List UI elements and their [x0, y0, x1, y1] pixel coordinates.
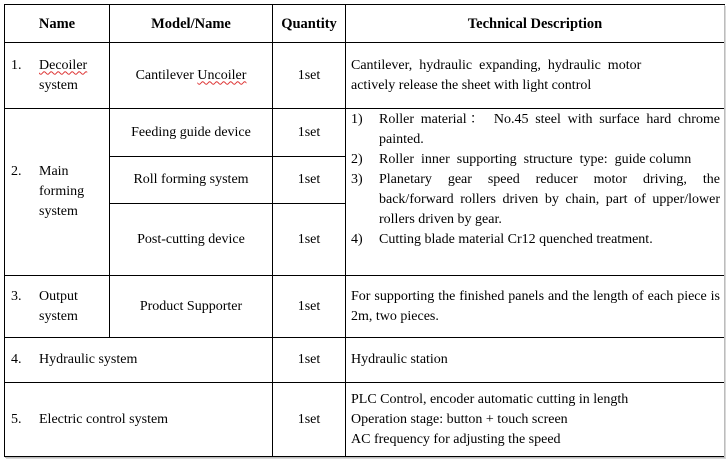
- row-name-line: system: [39, 308, 78, 324]
- description-line: Operation stage: button + touch screen: [351, 411, 568, 427]
- row-model-cell: Product Supporter: [110, 276, 273, 338]
- row-name-cell: [5, 43, 110, 109]
- header-description: Technical Description: [346, 5, 725, 43]
- description-line: PLC Control, encoder automatic cutting in length: [351, 391, 629, 407]
- row-name-line: Decoiler: [39, 57, 88, 73]
- row-quantity-cell: 1set: [273, 383, 346, 457]
- row-number: 5.: [11, 411, 22, 427]
- row-model-cell: Roll forming system: [110, 157, 273, 204]
- row-name-cell: [5, 383, 273, 457]
- row-description-cell: [346, 43, 725, 109]
- table-row: [5, 43, 725, 109]
- row-name-line: Main: [39, 164, 69, 179]
- description-list-item: 2) Roller inner supporting structure type: guide column: [351, 152, 692, 167]
- row-name-line: Electric control system: [39, 411, 169, 427]
- row-name-line: Hydraulic system: [39, 352, 138, 367]
- header-quantity: Quantity: [273, 5, 346, 43]
- table-row: [5, 338, 725, 383]
- row-number: 2.: [11, 164, 22, 179]
- model-text-underlined: Uncoiler: [197, 67, 247, 83]
- description-line: Cantilever, hydraulic expanding, hydraulic motor: [351, 57, 642, 73]
- equipment-spec-table: [4, 4, 725, 457]
- row-number: 4.: [11, 352, 22, 367]
- description-line: AC frequency for adjusting the speed: [351, 431, 561, 447]
- table-row: [5, 276, 725, 338]
- description-list-item: 1) Roller material： No.45 steel with surface hard chrome painted.: [351, 112, 724, 147]
- row-model-cell: Post-cutting device: [110, 204, 273, 276]
- row-name-line: system: [39, 77, 78, 93]
- row-quantity-cell: 1set: [273, 204, 346, 276]
- model-text: Cantilever: [135, 67, 198, 83]
- header-name: Name: [5, 5, 110, 43]
- row-name-line: forming: [39, 184, 85, 199]
- row-quantity-cell: 1set: [273, 109, 346, 157]
- row-model-cell: Feeding guide device: [110, 109, 273, 157]
- row-number: 3.: [11, 288, 22, 304]
- row-number: 1.: [11, 57, 22, 73]
- row-model-cell: [110, 43, 273, 109]
- row-quantity-cell: 1set: [273, 157, 346, 204]
- description-list: [351, 110, 724, 250]
- row-name-cell: [5, 276, 110, 338]
- description-list-item: 3) Planetary gear speed reducer motor driving, the back/forward rollers driven by chain, part of upper/lower rollers driven by gear.: [351, 172, 720, 227]
- row-name-cell: [5, 109, 110, 276]
- row-name-line: system: [39, 204, 78, 219]
- table-row: [5, 383, 725, 457]
- row-name-cell: [5, 338, 273, 383]
- header-model: Model/Name: [110, 5, 273, 43]
- row-quantity-cell: 1set: [273, 338, 346, 383]
- description-list-item: 4) Cutting blade material Cr12 quenched treatment.: [351, 232, 653, 247]
- row-description-cell: Hydraulic station: [346, 338, 725, 383]
- row-name-line: Output: [39, 288, 78, 304]
- row-description-cell: [346, 383, 725, 457]
- header-row: [5, 5, 725, 43]
- row-quantity-cell: 1set: [273, 276, 346, 338]
- description-line: actively release the sheet with light control: [351, 77, 592, 93]
- table-row: [5, 109, 725, 157]
- spec-table-document: [4, 4, 724, 457]
- row-description-cell: For supporting the finished panels and the length of each piece is 2m, two pieces.: [346, 276, 725, 338]
- row-description-cell: [346, 109, 725, 276]
- row-quantity-cell: 1set: [273, 43, 346, 109]
